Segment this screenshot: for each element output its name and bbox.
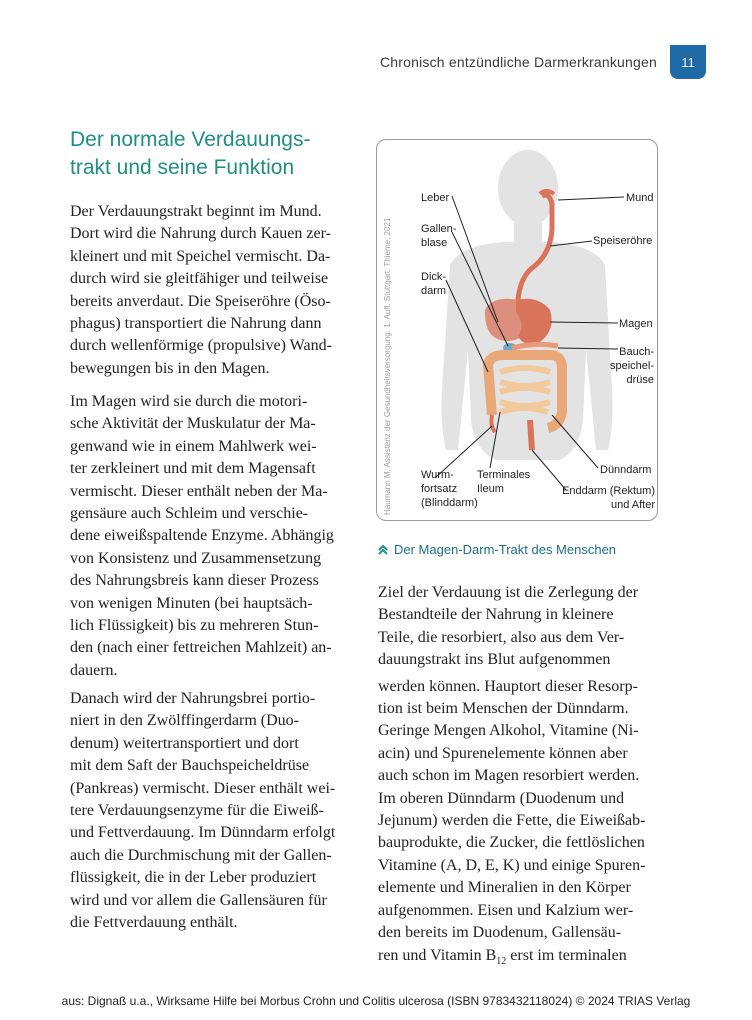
label-enddarm bbox=[560, 484, 655, 512]
label-line: Enddarm (Rektum) bbox=[562, 485, 655, 497]
label-line: (Blinddarm) bbox=[421, 497, 478, 509]
text-line: Jejunum) werden die Fette, die Eiweißab- bbox=[378, 812, 646, 830]
label-wurmfortsatz bbox=[421, 468, 478, 510]
label-terminales-ileum bbox=[477, 468, 530, 496]
text-line: tere Verdauungsenzyme für die Eiweiß- bbox=[70, 802, 324, 820]
text-line: und Fettverdauung. Im Dünndarm erfolgt bbox=[70, 824, 336, 842]
text-line: bauprodukte, die Zucker, die fettlöslichen bbox=[378, 834, 645, 852]
subscript: 12 bbox=[496, 955, 507, 967]
text-line: niert in den Zwölffingerdarm (Duo- bbox=[70, 712, 299, 730]
text-line: Der Verdauungstrakt beginnt im Mund. bbox=[70, 203, 322, 220]
label-mund: Mund bbox=[626, 192, 654, 204]
label-line: speichel- bbox=[609, 360, 654, 372]
text-line: vermischt. Dieser enthält neben der Ma- bbox=[70, 482, 328, 500]
text-line: Dort wird die Nahrung durch Kauen zer- bbox=[70, 225, 331, 243]
text-line: auch die Durchmischung mit der Gallen- bbox=[70, 846, 332, 864]
text-line: Im Magen wird sie durch die motori- bbox=[70, 393, 308, 410]
section-heading-line: Der normale Verdauungs- bbox=[70, 128, 311, 151]
text-line: Danach wird der Nahrungsbrei portio- bbox=[70, 690, 316, 707]
text-line: wird und vor allem die Gallensäuren für bbox=[70, 891, 327, 909]
figure-caption-text: Der Magen-Darm-Trakt des Menschen bbox=[394, 542, 617, 557]
text-line: flüssigkeit, die in der Leber produziert bbox=[70, 869, 317, 887]
text-line: aufgenommen. Eisen und Kalzium wer- bbox=[378, 901, 634, 919]
label-speiseroehre: Speiseröhre bbox=[593, 235, 653, 247]
text-line: dauern. bbox=[70, 661, 118, 679]
text-line: gensäure auch Schleim und verschie- bbox=[70, 505, 309, 523]
text-line: Im oberen Dünndarm (Duodenum und bbox=[378, 789, 625, 807]
label-line: Ileum bbox=[477, 483, 504, 495]
footer-citation: aus: Dignaß u.a., Wirksame Hilfe bei Morbus Crohn und Colitis ulcerosa (ISBN 9783432118024) © 2024 TRIAS Verlag bbox=[61, 994, 691, 1008]
label-line: Wurm- bbox=[421, 469, 454, 481]
label-line: Dick- bbox=[421, 271, 447, 283]
text-line: elemente und Mineralien in den Körper bbox=[378, 879, 631, 897]
text-line: den bereits im Duodenum, Gallensäu- bbox=[378, 924, 622, 942]
label-line: drüse bbox=[626, 374, 654, 386]
text-line: werden können. Hauptort dieser Resorp- bbox=[378, 677, 638, 695]
text-line: durch wellenförmige (propulsive) Wand- bbox=[70, 337, 332, 355]
label-line: fortsatz bbox=[421, 483, 458, 495]
text-line: acin) und Spurenelemente können aber bbox=[378, 744, 628, 762]
section-heading-line: trakt und seine Funktion bbox=[70, 156, 295, 179]
text-line: mit dem Saft der Bauchspeicheldrüse bbox=[70, 757, 310, 775]
text-line: Bestandteile der Nahrung in kleinere bbox=[378, 606, 614, 624]
label-line: darm bbox=[421, 285, 447, 297]
text-line: bereits anverdaut. Die Speiseröhre (Öso- bbox=[70, 292, 331, 310]
body-paragraph bbox=[70, 391, 360, 682]
text-line: tion ist beim Menschen der Dünndarm. bbox=[378, 700, 629, 718]
label-gallenblase bbox=[421, 222, 456, 250]
body-paragraph bbox=[70, 688, 360, 934]
text-line: von Konsistenz und Zusammensetzung bbox=[70, 549, 322, 567]
text-segment: ren und Vitamin B bbox=[378, 946, 497, 964]
label-dickdarm bbox=[421, 270, 446, 298]
text-line: kleinert und mit Speichel vermischt. Da- bbox=[70, 247, 331, 265]
text-line: auch schon im Magen resorbiert werden. bbox=[378, 767, 640, 785]
text-line: phagus) transportiert die Nahrung dann bbox=[70, 315, 322, 333]
figure-credit: Haumann M. Assistenz der Gesundheitsversorgung. 1. Aufl. Stuttgart: Thieme; 2021 bbox=[383, 217, 392, 515]
text-line bbox=[378, 945, 678, 974]
text-segment: erst im terminalen bbox=[506, 946, 627, 964]
text-line: sche Aktivität der Muskulatur der Ma- bbox=[70, 415, 316, 433]
text-line: lich Flüssigkeit) bis zu mehreren Stun- bbox=[70, 617, 319, 635]
text-line: Vitamine (A, D, E, K) und einige Spuren- bbox=[378, 856, 646, 874]
text-line: ter zerkleinert und mit dem Magensaft bbox=[70, 460, 316, 478]
label-line: Gallen- bbox=[421, 223, 457, 235]
text-line: genwand wie in einem Mahlwerk wei- bbox=[70, 437, 317, 455]
section-heading bbox=[70, 126, 360, 182]
chevron-up-double-icon bbox=[378, 545, 388, 555]
text-line: Teile, die resorbiert, also aus dem Ver- bbox=[378, 628, 625, 646]
text-line: bewegungen bis in den Magen. bbox=[70, 359, 270, 377]
rectum-shape bbox=[530, 420, 532, 450]
label-bauchspeicheldruese bbox=[606, 345, 654, 387]
text-line: dauungstrakt ins Blut aufgenommen bbox=[378, 651, 611, 669]
running-title: Chronisch entzündliche Darmerkrankungen bbox=[379, 54, 657, 70]
text-line: Ziel der Verdauung ist die Zerlegung der bbox=[378, 584, 639, 601]
label-magen: Magen bbox=[619, 318, 653, 330]
text-line: von wenigen Minuten (bei hauptsäch- bbox=[70, 594, 313, 612]
text-line: denum) weitertransportiert und dort bbox=[70, 734, 299, 752]
page-number-badge: 11 bbox=[670, 45, 706, 79]
text-line: (Pankreas) vermischt. Dieser enthält wei- bbox=[70, 779, 336, 797]
text-line: dene eiweißspaltende Enzyme. Abhängig bbox=[70, 527, 334, 545]
label-line: blase bbox=[421, 237, 448, 249]
text-line: die Fettverdauung enthält. bbox=[70, 914, 238, 932]
label-leber: Leber bbox=[421, 192, 450, 204]
figure-caption bbox=[378, 542, 616, 557]
label-line: Bauch- bbox=[619, 346, 654, 358]
label-line: und After bbox=[610, 499, 655, 511]
body-paragraph bbox=[378, 582, 678, 973]
label-line: Terminales bbox=[477, 469, 531, 481]
text-line: Geringe Mengen Alkohol, Vitamine (Ni- bbox=[378, 722, 639, 740]
body-paragraph bbox=[70, 201, 360, 380]
text-line: des Nahrungsbreis kann dieser Prozess bbox=[70, 572, 319, 590]
text-line: den (nach einer fettreichen Mahlzeit) an- bbox=[70, 639, 332, 657]
label-duenndarm: Dünndarm bbox=[600, 464, 652, 476]
text-line: durch wird sie gleitfähiger und teilweise bbox=[70, 270, 329, 288]
